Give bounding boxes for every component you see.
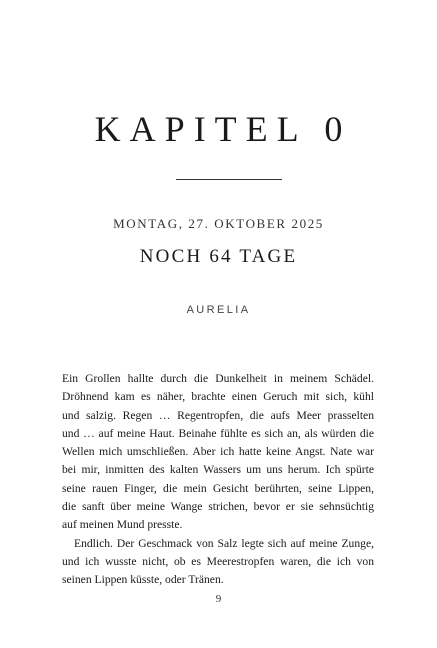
chapter-title: KAPITEL 0	[94, 109, 352, 149]
text-line: bei mir, inmitten des kalten Wassers um uns herum. Ich spürte	[62, 463, 374, 477]
text-line: Dröhnend kam es näher, brachte einen Geruch mit sich, kühl	[62, 390, 374, 404]
text-line: auf meinen Mund presste.	[62, 518, 183, 532]
chapter-countdown: NOCH 64 TAGE	[139, 246, 298, 267]
text-line: Endlich. Der Geschmack von Salz legte sich auf meine Zunge,	[74, 536, 374, 550]
chapter-body	[62, 370, 374, 590]
text-line: seine rauen Finger, die mein Gesicht berührten, seine Lippen,	[62, 481, 374, 495]
paragraph-1	[62, 370, 374, 535]
text-line: Wellen mich umschließen. Aber ich hatte keine Angst. Nate war	[62, 445, 374, 459]
chapter-date: MONTAG, 27. OKTOBER 2025	[113, 216, 324, 231]
text-line: und … auf meine Haut. Beinahe fühlte es sich an, als würden die	[62, 426, 374, 440]
text-line: und ich wusste nicht, ob es Meerestropfen waren, die ich von	[62, 554, 374, 568]
pov-character: AURELIA	[186, 304, 251, 316]
text-line: Ein Grollen hallte durch die Dunkelheit in meinem Schädel.	[62, 372, 374, 385]
page-number: 9	[215, 593, 222, 605]
text-line: die sanft über meine Wange strichen, bevor er sie sehnsüchtig	[62, 500, 374, 514]
text-line: und salzig. Regen … Regentropfen, die aufs Meer prasselten	[62, 408, 374, 422]
text-line: seinen Lippen küsste, oder Tränen.	[62, 573, 224, 587]
paragraph-2	[62, 535, 374, 590]
title-divider	[176, 179, 282, 180]
